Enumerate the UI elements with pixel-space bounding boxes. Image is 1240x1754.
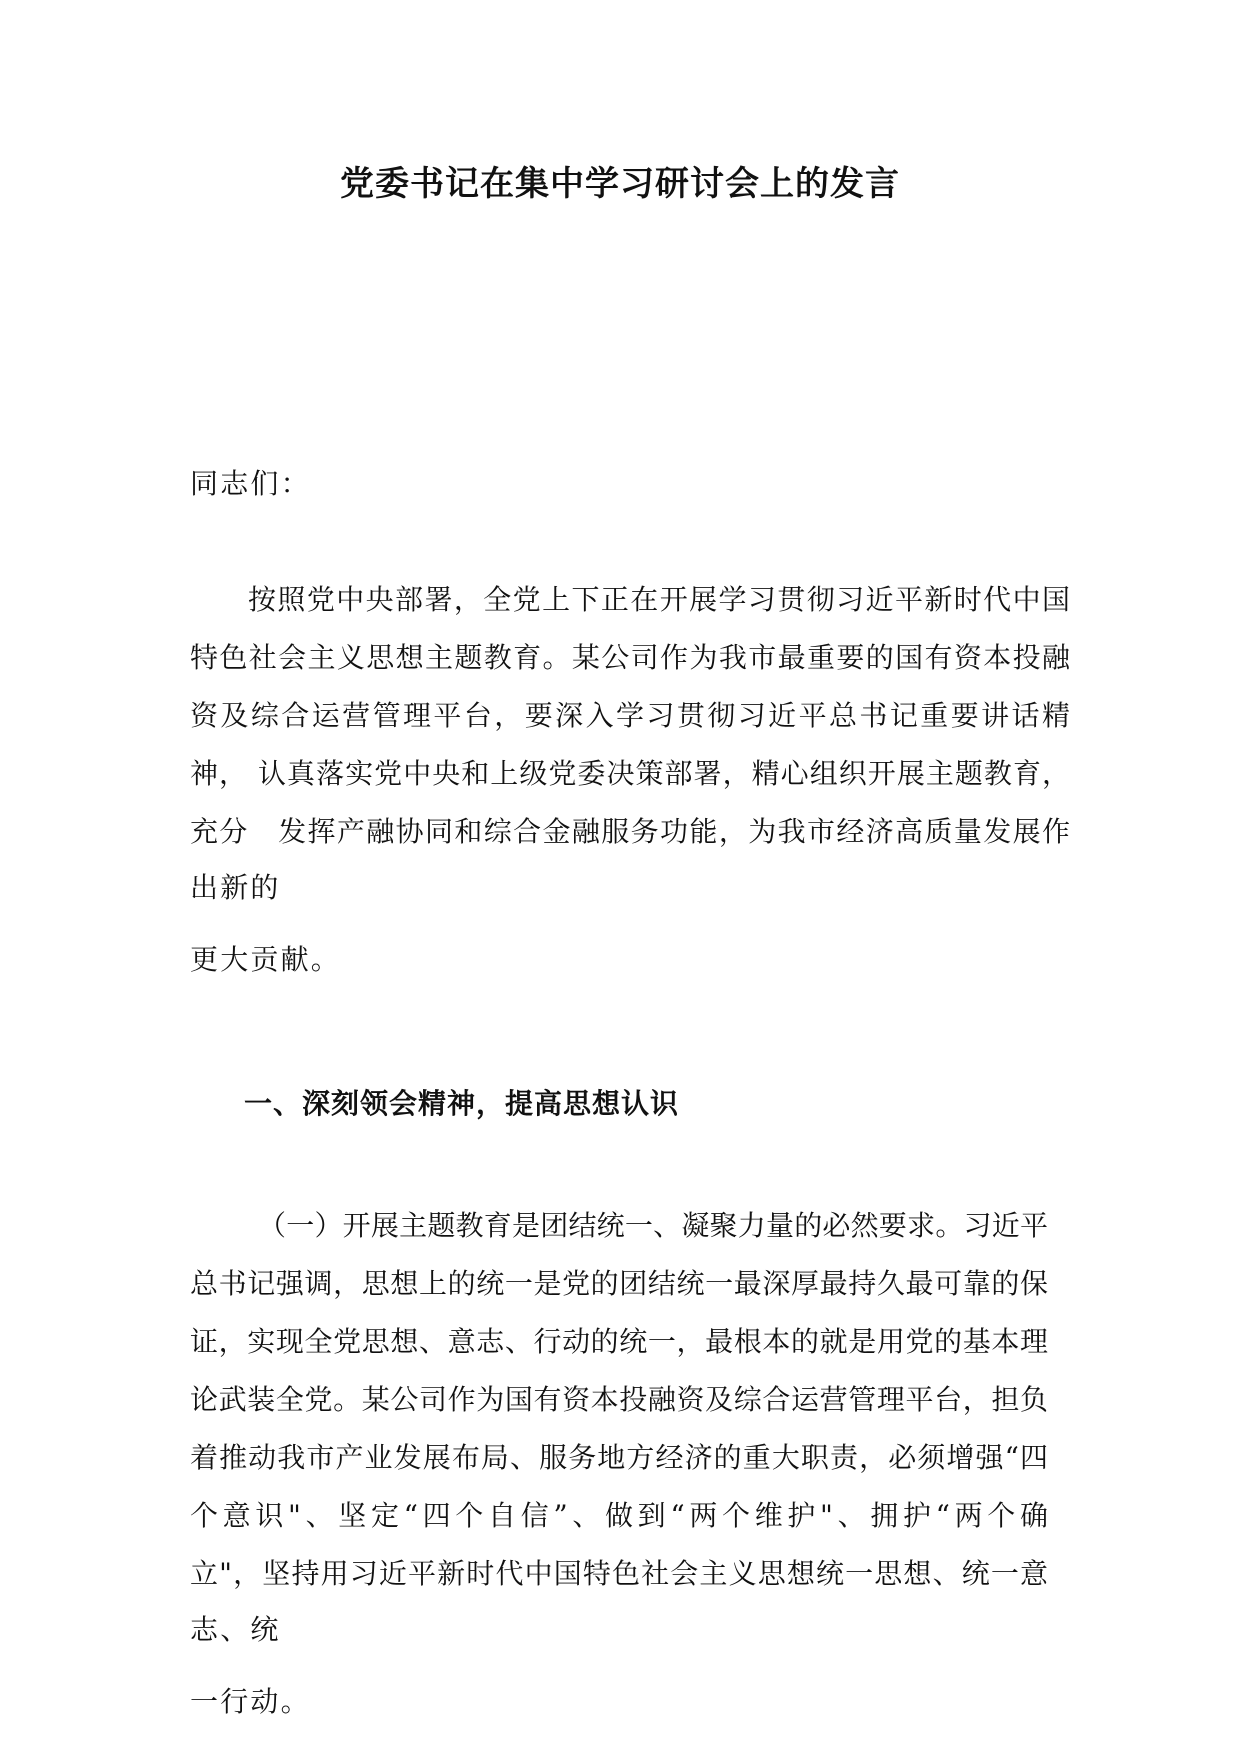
intro-line: 出新的 [190,871,281,904]
section-line: 立"，坚持用习近平新时代中国特色社会主义思想统一思想、统一意 [190,1557,1048,1590]
section-heading: 一、深刻领会精神，提高思想认识 [244,1087,680,1120]
intro-line: 神， 认真落实党中央和上级党委决策部署，精心组织开展主题教育， [190,757,1070,790]
section-line: 论武装全党。某公司作为国有资本投融资及综合运营管理平台，担负 [190,1383,1048,1416]
section-line: 着推动我市产业发展布局、服务地方经济的重大职责，必须增强“四 [190,1441,1048,1474]
intro-line: 特色社会主义思想主题教育。某公司作为我市最重要的国有资本投融 [190,641,1070,674]
section-line: 一行动。 [190,1685,311,1718]
section-line: 证，实现全党思想、意志、行动的统一，最根本的就是用党的基本理 [190,1325,1048,1358]
section-line: 个意识"、坚定“四个自信”、做到“两个维护"、拥护“两个确 [190,1499,1048,1532]
document-title: 党委书记在集中学习研讨会上的发言 [340,164,900,204]
intro-line: 更大贡献。 [190,943,342,976]
intro-line: 资及综合运营管理平台，要深入学习贯彻习近平总书记重要讲话精 [190,699,1070,732]
intro-line: 按照党中央部署，全党上下正在开展学习贯彻习近平新时代中国 [248,583,1070,616]
section-line: （一）开展主题教育是团结统一、凝聚力量的必然要求。习近平 [258,1209,1048,1242]
intro-line: 充分 发挥产融协同和综合金融服务功能，为我市经济高质量发展作 [190,815,1070,848]
salutation: 同志们： [190,467,311,500]
section-line: 志、统 [190,1613,281,1646]
section-line: 总书记强调，思想上的统一是党的团结统一最深厚最持久最可靠的保 [190,1267,1048,1300]
